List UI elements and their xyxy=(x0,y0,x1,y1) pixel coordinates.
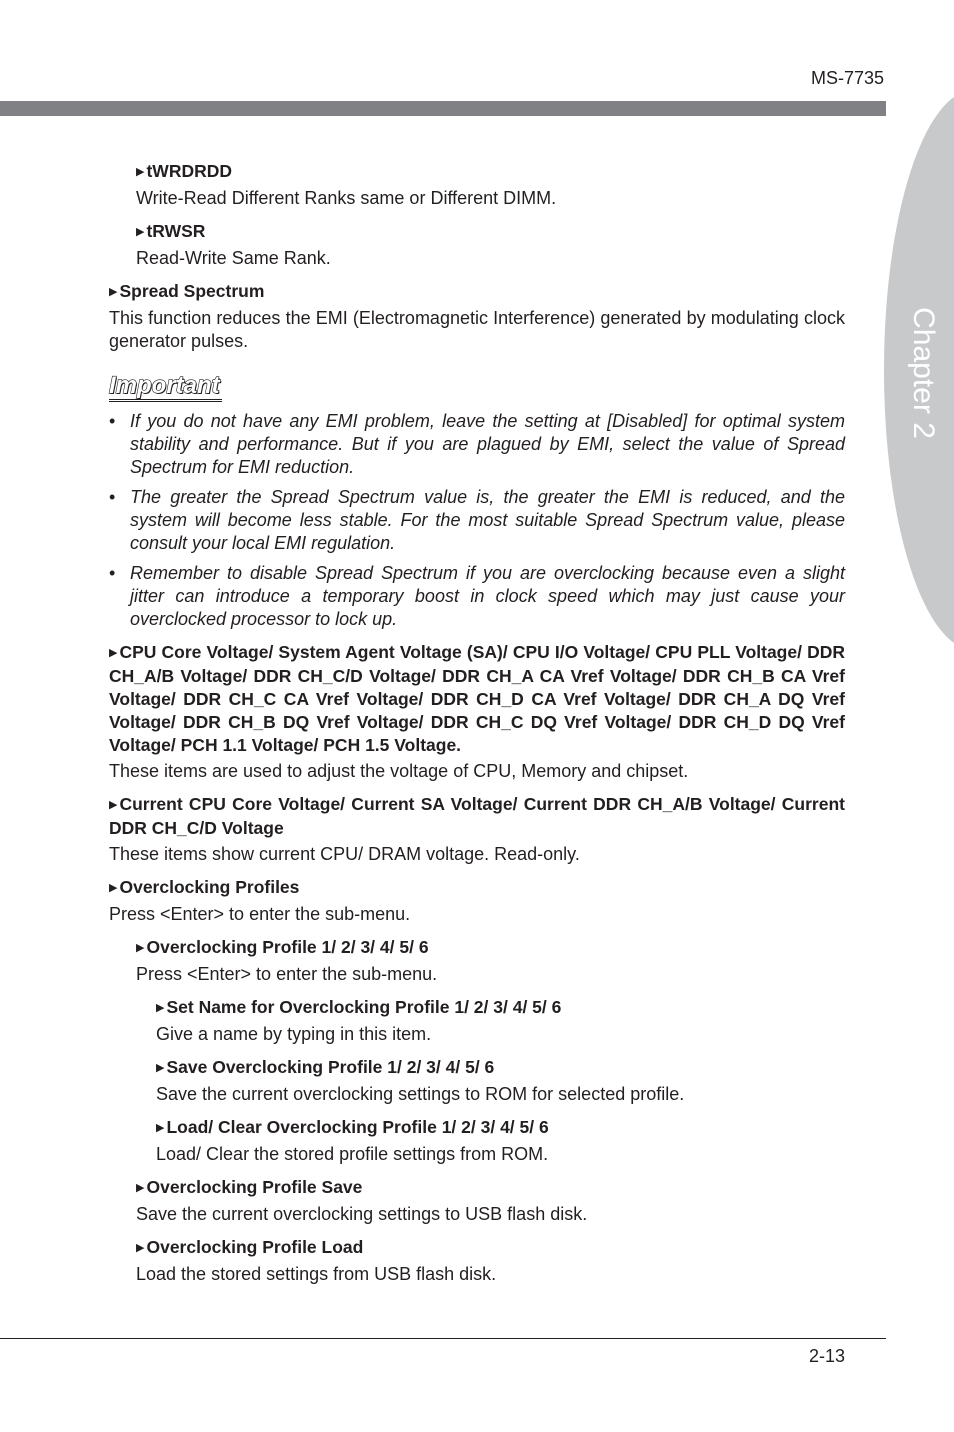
setting-title: ▶ Set Name for Overclocking Profile 1/ 2/ 3/ 4/ 5/ 6 xyxy=(156,996,845,1020)
triangle-bullet-icon: ▶ xyxy=(156,1122,165,1134)
important-bullet: • The greater the Spread Spectrum value is, the greater the EMI is reduced, and the system will become less stable. For the most suitable Spread Spectrum value, please consult your local EMI regulation. xyxy=(109,487,845,553)
setting-description: Give a name by typing in this item. xyxy=(156,1024,432,1044)
setting-title: ▶ Spread Spectrum xyxy=(109,280,845,304)
setting-description: Load the stored settings from USB flash disk. xyxy=(136,1264,497,1284)
triangle-bullet-icon: ▶ xyxy=(136,166,145,178)
setting-item-trwsr xyxy=(136,220,845,270)
setting-item-oc-profiles xyxy=(109,876,845,926)
setting-title: ▶ Overclocking Profiles xyxy=(109,876,845,900)
important-bullet: • Remember to disable Spread Spectrum if you are overclocking because even a slight jitter can introduce a temporary boost in clock speed which may just cause your overclocked processor to lock up. xyxy=(109,563,845,629)
triangle-bullet-icon: ▶ xyxy=(156,1062,165,1074)
triangle-bullet-icon: ▶ xyxy=(136,226,145,238)
triangle-bullet-icon: ▶ xyxy=(109,647,118,659)
chapter-tab-label: Chapter 2 xyxy=(907,307,940,439)
setting-description: Read-Write Same Rank. xyxy=(136,248,331,268)
setting-item-set-name xyxy=(156,996,845,1046)
setting-description: This function reduces the EMI (Electromagnetic Interference) generated by modulating clock generator pulses. xyxy=(109,308,845,351)
setting-item-oc-profile-n xyxy=(136,936,845,986)
triangle-bullet-icon: ▶ xyxy=(156,1002,165,1014)
setting-description: Press <Enter> to enter the sub-menu. xyxy=(136,964,438,984)
setting-item-save-profile xyxy=(156,1056,845,1106)
triangle-bullet-icon: ▶ xyxy=(136,942,145,954)
triangle-bullet-icon: ▶ xyxy=(109,799,118,811)
setting-description: Save the current overclocking settings to ROM for selected profile. xyxy=(156,1084,685,1104)
triangle-bullet-icon: ▶ xyxy=(136,1242,145,1254)
setting-description: Save the current overclocking settings to USB flash disk. xyxy=(136,1204,588,1224)
setting-description: These items show current CPU/ DRAM voltage. Read-only. xyxy=(109,844,580,864)
setting-description: Load/ Clear the stored profile settings from ROM. xyxy=(156,1144,549,1164)
important-heading: Important xyxy=(109,373,222,402)
setting-item-load-clear xyxy=(156,1116,845,1166)
setting-title: ▶ CPU Core Voltage/ System Agent Voltage (SA)/ CPU I/O Voltage/ CPU PLL Voltage/ DDR CH_A/B Voltage/ DDR CH_C/D Voltage/ DDR CH_A CA Vref Voltage/ DDR CH_B CA Vref Voltage/ DDR CH_C CA Vref Voltage/ DDR CH_D CA Vref Voltage/ DDR CH_A DQ Vref Voltage/ DDR CH_B DQ Vref Voltage/ DDR CH_C DQ Vref Voltage/ DDR CH_D DQ Vref Voltage/ PCH 1.1 Voltage/ PCH 1.5 Voltage. xyxy=(109,642,845,755)
bullet-icon: • xyxy=(109,411,116,431)
setting-title: ▶ Overclocking Profile 1/ 2/ 3/ 4/ 5/ 6 xyxy=(136,936,845,960)
important-note xyxy=(109,353,845,631)
setting-item-spread xyxy=(109,280,845,353)
page-content xyxy=(109,150,845,1286)
setting-title: ▶ tWRDRDD xyxy=(136,160,845,184)
setting-item-profile-save xyxy=(136,1176,845,1226)
setting-item-profile-load xyxy=(136,1236,845,1286)
footer-rule xyxy=(0,1338,886,1339)
setting-item-twrdrdd xyxy=(136,160,845,210)
page-number: 2-13 xyxy=(808,1346,845,1366)
setting-title: ▶ Overclocking Profile Load xyxy=(136,1236,845,1260)
header-bar xyxy=(0,101,886,116)
settings-group-1 xyxy=(109,160,845,353)
setting-description: Write-Read Different Ranks same or Different DIMM. xyxy=(136,188,557,208)
important-bullet: • If you do not have any EMI problem, leave the setting at [Disabled] for optimal system stability and performance. But if you are plagued by EMI, select the value of Spread Spectrum for EMI reduction. xyxy=(109,411,845,477)
settings-group-2 xyxy=(109,641,845,1286)
triangle-bullet-icon: ▶ xyxy=(136,1182,145,1194)
setting-description: Press <Enter> to enter the sub-menu. xyxy=(109,904,411,924)
setting-title: ▶ Overclocking Profile Save xyxy=(136,1176,845,1200)
setting-title: ▶ Load/ Clear Overclocking Profile 1/ 2/ 3/ 4/ 5/ 6 xyxy=(156,1116,845,1140)
triangle-bullet-icon: ▶ xyxy=(109,882,118,894)
setting-title: ▶ tRWSR xyxy=(136,220,845,244)
setting-item-current xyxy=(109,793,845,866)
setting-description: These items are used to adjust the voltage of CPU, Memory and chipset. xyxy=(109,761,689,781)
model-number: MS-7735 xyxy=(810,68,884,88)
bullet-icon: • xyxy=(109,563,116,583)
setting-title: ▶ Save Overclocking Profile 1/ 2/ 3/ 4/ 5/ 6 xyxy=(156,1056,845,1080)
bullet-icon: • xyxy=(109,487,116,507)
setting-title: ▶ Current CPU Core Voltage/ Current SA Voltage/ Current DDR CH_A/B Voltage/ Current DDR CH_C/D Voltage xyxy=(109,794,845,838)
setting-item-voltages xyxy=(109,641,845,783)
triangle-bullet-icon: ▶ xyxy=(109,286,118,298)
